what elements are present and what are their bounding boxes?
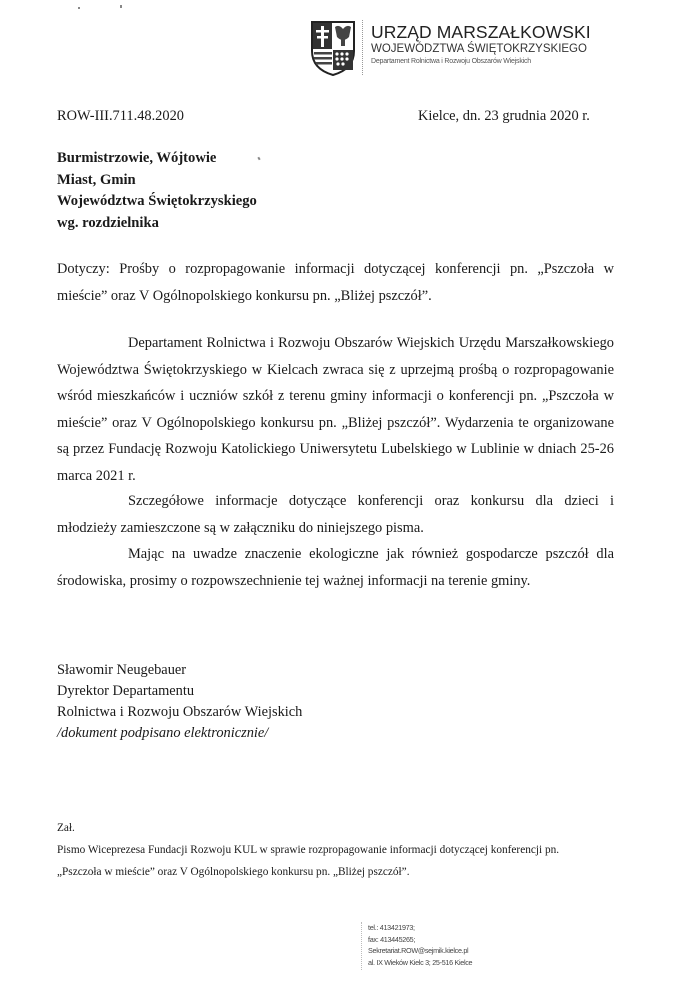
signatory-title: Dyrektor Departamentu (57, 683, 195, 699)
attachment-label: Zał. (57, 822, 75, 834)
scan-speck (257, 157, 260, 161)
body-paragraph: Mając na uwadze znaczenie ekologiczne jak również gospodarcze pszczół dla środowiska, prosimy o rozpowszechnienie tej ważnej informacji na terenie gminy. (57, 546, 614, 589)
addressee-block (57, 148, 257, 234)
addressee-line: Województwa Świętokrzyskiego (57, 193, 257, 209)
scan-speck (78, 7, 80, 9)
letterhead (371, 24, 591, 65)
org-department: Departament Rolnictwa i Rozwoju Obszarów Wiejskich (371, 58, 532, 65)
attachment-block (57, 817, 559, 883)
footer-email: Sekretariat.ROW@sejmik.kielce.pl (368, 946, 469, 955)
org-region: WOJEWÓDZTWA ŚWIĘTOKRZYSKIEGO (371, 42, 587, 55)
coat-of-arms-icon (311, 21, 355, 76)
signatory-department: Rolnictwa i Rozwoju Obszarów Wiejskich (57, 704, 303, 720)
signature-block (57, 660, 302, 744)
body-paragraph: Szczegółowe informacje dotyczące konferencji oraz konkursu dla dzieci i młodzieży zamieszczone są w załączniku do niniejszego pisma. (57, 493, 614, 536)
footer-fax: fax: 413445265; (368, 934, 416, 944)
place-date: Kielce, dn. 23 grudnia 2020 r. (418, 108, 590, 124)
footer-address: al. IX Wieków Kielc 3; 25-516 Kielce (368, 957, 473, 967)
scan-speck (120, 5, 122, 8)
addressee-line: Burmistrzowie, Wójtowie (57, 150, 217, 166)
attachment-line: „Pszczoła w mieście” oraz V Ogólnopolskiego konkursu pn. „Bliżej pszczół”. (57, 866, 410, 878)
addressee-line: Miast, Gmin (57, 171, 136, 188)
org-name: URZĄD MARSZAŁKOWSKI (371, 22, 591, 42)
addressee-line: wg. rozdzielnika (57, 214, 159, 231)
contact-footer (368, 922, 472, 968)
header-divider (362, 20, 364, 75)
e-signature-note: /dokument podpisano elektronicznie/ (57, 725, 269, 741)
footer-tel: tel.: 413421973; (368, 923, 415, 932)
attachment-line: Pismo Wiceprezesa Fundacji Rozwoju KUL w sprawie rozpropagowanie informacji dotyczącej konferencji pn. (57, 844, 560, 856)
reference-number: ROW-III.711.48.2020 (57, 108, 184, 124)
subject-line: Dotyczy: Prośby o rozpropagowanie informacji dotyczącej konferencji pn. „Pszczoła w mieście” oraz V Ogólnopolskiego konkursu pn. „Bliżej pszczół”. (57, 261, 614, 304)
body-paragraph: Departament Rolnictwa i Rozwoju Obszarów Wiejskich Urzędu Marszałkowskiego Województwa Świętokrzyskiego w Kielcach zwraca się z uprzejmą prośbą o rozpropagowanie wśród mieszkańców i uczniów szkół z terenu gminy informacji o konferencji pn. „Pszczoła w mieście” oraz V Ogólnopolskiego konkursu pn. „Bliżej pszczół”. Wydarzenia te organizowane są przez Fundację Rozwoju Katolickiego Uniwersytetu Lubelskiego w Lublinie w dniach 25-26 marca 2021 r. (57, 335, 614, 484)
footer-divider (361, 922, 362, 970)
signatory-name: Sławomir Neugebauer (57, 662, 187, 678)
